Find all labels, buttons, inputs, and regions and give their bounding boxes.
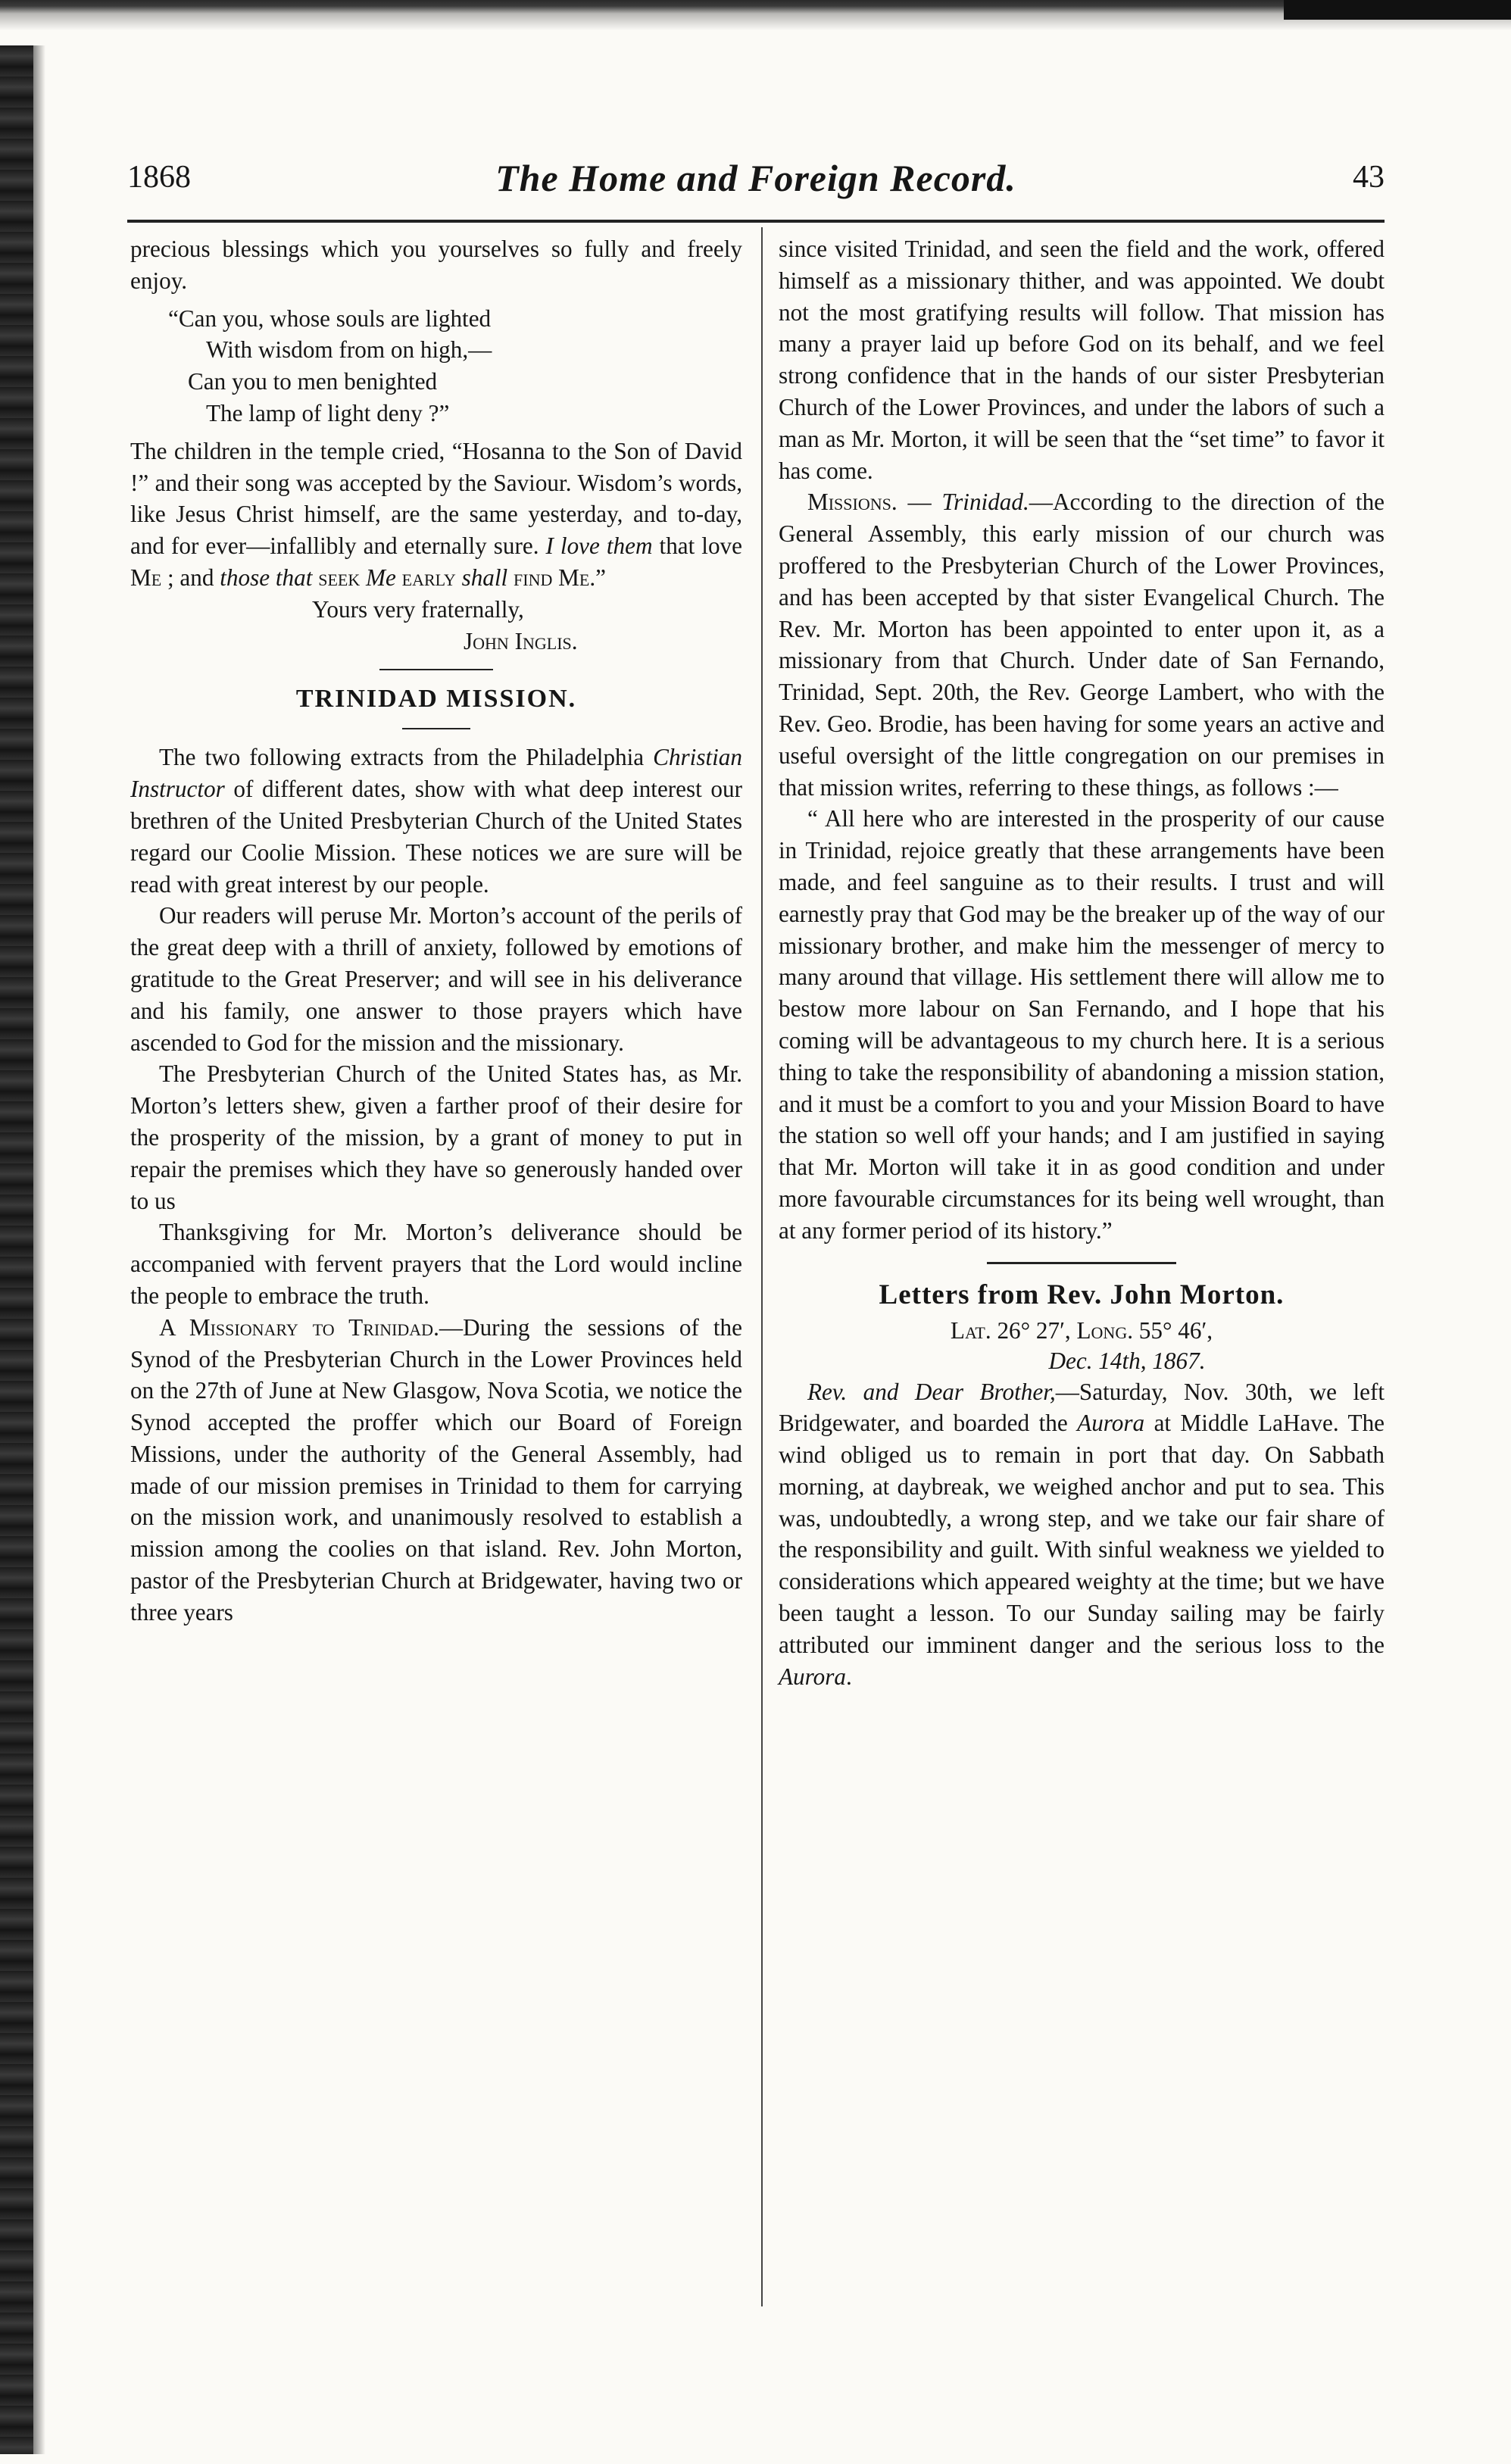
- italic-run: I love them: [545, 532, 653, 560]
- text-run: [456, 564, 462, 591]
- italic-run: Rev. and Dear Brother,: [807, 1378, 1056, 1405]
- italic-run: Aurora: [779, 1663, 846, 1690]
- text-run: .”: [589, 564, 606, 591]
- paragraph: Our readers will peruse Mr. Morton’s account of the perils of the great deep with a thrill of anxiety, followed by emotions of gratitude to the Great Preserver; and will see in his deliverance and his family, one answer to those prayers which have ascended to God for the mission and the missionary.: [130, 902, 742, 1056]
- italic-run: shall: [461, 564, 508, 591]
- text-run: [360, 564, 366, 591]
- paragraph: precious blessings which you yourselves so fully and freely enjoy.: [130, 236, 742, 294]
- text-run: ; and: [161, 564, 220, 591]
- smallcaps-run: Missions.: [807, 489, 898, 516]
- text-run: —During the sessions of the Synod of the Presbyterian Church in the Lower Provinces held on the 27th of June at New Glasgow, Nova Scotia, we notice the Synod accepted the proffer which our Board of Foreign Missions, under the authority of the General Assembly, had made of our mission premises in Trinidad to them for carrying on the mission work, and unanimously resolved to establish a mission among the coolies on that island. Rev. John Morton, pastor of the Presbyterian Church at Bridgewater, having two or three years: [130, 1313, 742, 1625]
- smallcaps-run: seek: [318, 564, 361, 591]
- smallcaps-run: early: [401, 564, 456, 591]
- header-page-number: 43: [1353, 160, 1385, 195]
- paragraph: The Presbyterian Church of the United States has, as Mr. Morton’s letters shew, given a farther proof of their desire for the prosperity of the mission, by a grant of money to put in repair the premises which they have so generously handed over to us: [130, 1060, 742, 1214]
- section-heading: Letters from Rev. John Morton.: [879, 1279, 1285, 1310]
- text-run: of different dates, show with what deep interest our brethren of the United Presbyterian Church of the United States regard our Coolie Mission. These notices we are sure will be read with great interest by our people.: [130, 776, 742, 898]
- text-run: [507, 564, 514, 591]
- italic-run: those that: [220, 564, 313, 591]
- poem: [130, 303, 742, 429]
- italic-run: Christian Instructor: [130, 744, 742, 803]
- left-column: [130, 233, 742, 1629]
- dateline-date: [779, 1346, 1385, 1376]
- text-run: [396, 564, 402, 591]
- smallcaps-run: find: [514, 564, 553, 591]
- paragraph: [779, 1376, 1385, 1693]
- page-header: [127, 156, 1385, 209]
- italic-run: Me: [366, 564, 396, 591]
- section-rule: [402, 728, 470, 729]
- text-run: —Saturday, Nov. 30th, we left Bridgewater, and boarded the: [779, 1378, 1385, 1437]
- right-column: [779, 233, 1385, 1692]
- poem-line: “Can you, whose souls are lighted: [168, 304, 492, 332]
- paragraph: Thanksgiving for Mr. Morton’s deliverance should be accompanied with fervent prayers that the Lord would incline the people to embrace the truth.: [130, 1219, 742, 1309]
- poem-line: Can you to men benighted: [188, 368, 438, 395]
- poem-line: With wisdom from on high,—: [206, 336, 492, 364]
- smallcaps-run: Me: [558, 564, 590, 591]
- text-run: that love: [652, 532, 742, 560]
- paragraph: [130, 436, 742, 594]
- header-title: The Home and Foreign Record.: [495, 157, 1016, 199]
- section-rule: [379, 669, 493, 670]
- text-run: The children in the temple cried, “Hosanna to the Son of David !” and their song was accepted by the Saviour. Wisdom’s words, like Jesus Christ himself, are the same yesterday, and to-day, and for ever—infallibly and eternally sure.: [130, 437, 742, 560]
- text-run: —According to the direction of the General Assembly, this early mission of our church was proffered to the Presbyterian Church of the Lower Provinces, and has been accepted by that sister Evangelical Church. The Rev. Mr. Morton has been appointed to enter upon it, as a missionary from that Church. Under date of San Fernando, Trinidad, Sept. 20th, the Rev. George Lambert, who with the Rev. Geo. Brodie, has been having for some years an active and useful oversight of the little congregation on our premises in that mission writes, referring to these things, as follows :—: [779, 489, 1385, 801]
- section-heading: TRINIDAD MISSION.: [295, 685, 577, 714]
- scan-shadow-corner: [1284, 0, 1511, 20]
- header-year: 1868: [127, 160, 191, 195]
- scan-binding-edge: [0, 45, 33, 2454]
- smallcaps-run: Me: [130, 564, 162, 591]
- paragraph: [779, 486, 1385, 803]
- letter-signature: John Inglis.: [464, 627, 578, 654]
- italic-run: Aurora: [1077, 1410, 1145, 1437]
- text-run: [552, 564, 558, 591]
- column-divider: [761, 227, 763, 2306]
- dateline-coordinates: Lat. 26° 27′, Long. 55° 46′,: [950, 1316, 1213, 1344]
- dateline: [779, 1316, 1385, 1376]
- text-run: .: [845, 1663, 852, 1690]
- poem-line: The lamp of light deny ?”: [206, 399, 450, 426]
- italic-run: Trinidad.: [941, 489, 1029, 516]
- text-run: —: [897, 489, 942, 516]
- paragraph: since visited Trinidad, and seen the field and the work, offered himself as a missionary thither, and was appointed. We doubt not the most gratifying results will follow. That mission has many a prayer laid up before God on its behalf, and we feel strong confidence that in the hands of our sister Presbyterian Church of the Lower Provinces, and under the labors of such a man as Mr. Morton, it will be seen that the “set time” to favor it has come.: [779, 236, 1385, 484]
- section-rule: [987, 1262, 1176, 1264]
- smallcaps-run: A Missionary to Trinidad.: [159, 1313, 439, 1341]
- header-rule: [127, 220, 1385, 223]
- italic-run: Dec. 14th, 1867.: [1048, 1347, 1206, 1374]
- text-run: The two following extracts from the Philadelphia: [159, 744, 654, 771]
- paragraph: [130, 1312, 742, 1629]
- paragraph: “ All here who are interested in the prosperity of our cause in Trinidad, rejoice greatly that these arrangements have been made, and feel sanguine as to their results. I trust and will earnestly pray that God may be the breaker up of the way of our missionary brother, and make him the messenger of mercy to many around that village. His settlement there will allow me to bestow more labour on San Fernando, and I hope that his coming will be advantageous to my church here. It is a serious thing to take the responsibility of abandoning a mission station, and it must be a comfort to you and your Mission Board to have the station so well off your hands; and I am justified in saying that Mr. Morton will take it in as good condition and under more favourable circumstances for its being well wrought, than at any former period of its history.”: [779, 805, 1385, 1244]
- text-run: at Middle LaHave. The wind obliged us to remain in port that day. On Sabbath morning, at daybreak, we weighed anchor and put to sea. This was, undoubtedly, a wrong step, and we take our fair share of the responsibility and guilt. With sinful weakness we yielded to considerations which appeared weighty at the time; but we have been taught a lesson. To our Sunday sailing may be fairly attributed our imminent danger and the serious loss to the: [779, 1410, 1385, 1658]
- paragraph: [130, 742, 742, 900]
- letter-closing: Yours very fraternally,: [312, 595, 524, 623]
